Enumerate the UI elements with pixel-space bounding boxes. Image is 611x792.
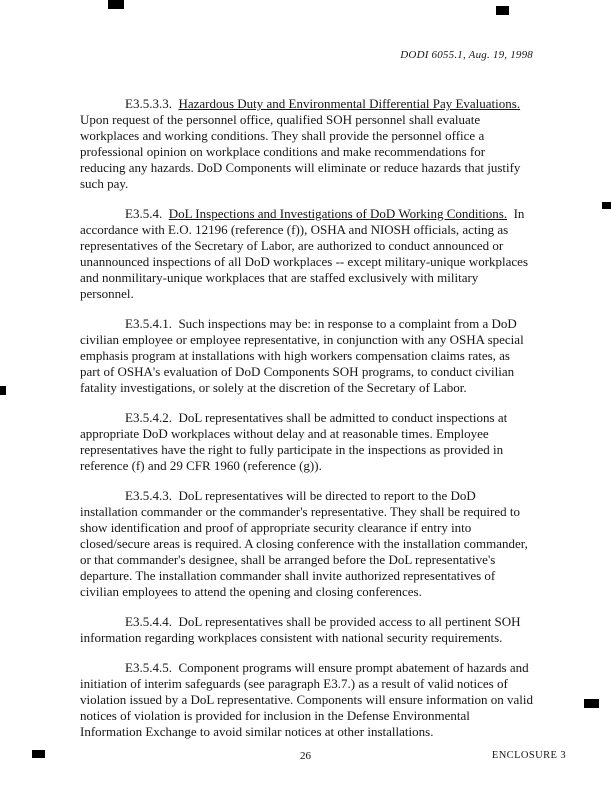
paragraph-heading: Hazardous Duty and Environmental Differential Pay Evaluations. — [178, 96, 521, 111]
paragraph-text: Upon request of the personnel office, qualified SOH personnel shall evaluate workplaces and working conditions. They shall provide the personnel office a professional opinion on workplace conditions and make recommendations for reducing any hazards. DoD Components will eliminate or reduce hazards that justify such pay. — [80, 112, 521, 191]
paragraph-e3-5-4-4 — [80, 614, 533, 646]
paragraph-number: E3.5.4. — [125, 206, 163, 221]
paragraph-e3-5-4-2 — [80, 410, 533, 474]
scan-artifact — [602, 202, 611, 209]
paragraph-number: E3.5.4.4. — [125, 614, 172, 629]
enclosure-label: ENCLOSURE 3 — [491, 750, 566, 761]
paragraph-text: DoL representatives shall be provided access to all pertinent SOH information regarding workplaces consistent with national security requirements. — [80, 614, 521, 645]
paragraph-e3-5-4-5 — [80, 660, 533, 740]
document-reference: DODI 6055.1, Aug. 19, 1998 — [400, 49, 533, 61]
paragraph-number: E3.5.3.3. — [125, 96, 172, 111]
paragraph-number: E3.5.4.3. — [125, 488, 172, 503]
paragraph-e3-5-3-3 — [80, 96, 533, 192]
paragraph-number: E3.5.4.5. — [125, 660, 172, 675]
paragraph-number: E3.5.4.2. — [125, 410, 172, 425]
document-body — [80, 96, 533, 754]
paragraph-text: DoL representatives will be directed to report to the DoD installation commander or the commander's representative. They shall be required to show identification and proof of appropriate security clearance if entry into closed/secure areas is required. A closing conference with the installation commander, or that commander's designee, shall be arranged before the DoL representative's departure. The installation commander shall invite authorized representatives of civilian employees to attend the opening and closing conferences. — [80, 488, 528, 599]
paragraph-e3-5-4-3 — [80, 488, 533, 600]
paragraph-e3-5-4-1 — [80, 316, 533, 396]
scan-artifact — [108, 0, 124, 9]
scan-artifact — [0, 386, 6, 395]
paragraph-text: Such inspections may be: in response to a complaint from a DoD civilian employee or employee representative, in conjunction with any OSHA special emphasis program at installations with high workers compensation claims rates, as part of OSHA's evaluation of DoD Components SOH programs, to conduct civilian fatality investigations, or solely at the discretion of the Secretary of Labor. — [80, 316, 524, 395]
paragraph-heading: DoL Inspections and Investigations of DoD Working Conditions. — [168, 206, 508, 221]
paragraph-number: E3.5.4.1. — [125, 316, 172, 331]
paragraph-e3-5-4 — [80, 206, 533, 302]
scan-artifact — [496, 6, 509, 15]
paragraph-text: In accordance with E.O. 12196 (reference (f)), OSHA and NIOSH officials, acting as representatives of the Secretary of Labor, are authorized to conduct announced or unannounced inspections of all DoD workplaces -- except military-unique workplaces and nonmilitary-unique workplaces that are staffed exclusively with military personnel. — [80, 206, 528, 301]
document-header — [80, 49, 533, 61]
scan-artifact — [584, 699, 599, 708]
paragraph-text: Component programs will ensure prompt abatement of hazards and initiation of interim safeguards (see paragraph E3.7.) as a result of valid notices of violation issued by a DoL representative. Components will ensure information on valid notices of violation is provided for inclusion in the Defense Environmental Information Exchange to avoid similar notices at other installations. — [80, 660, 533, 739]
page-number: 26 — [300, 750, 311, 762]
paragraph-text: DoL representatives shall be admitted to conduct inspections at appropriate DoD workplaces without delay and at reasonable times. Employee representatives have the right to fully participate in the inspections as provided in reference (f) and 29 CFR 1960 (reference (g)). — [80, 410, 508, 473]
